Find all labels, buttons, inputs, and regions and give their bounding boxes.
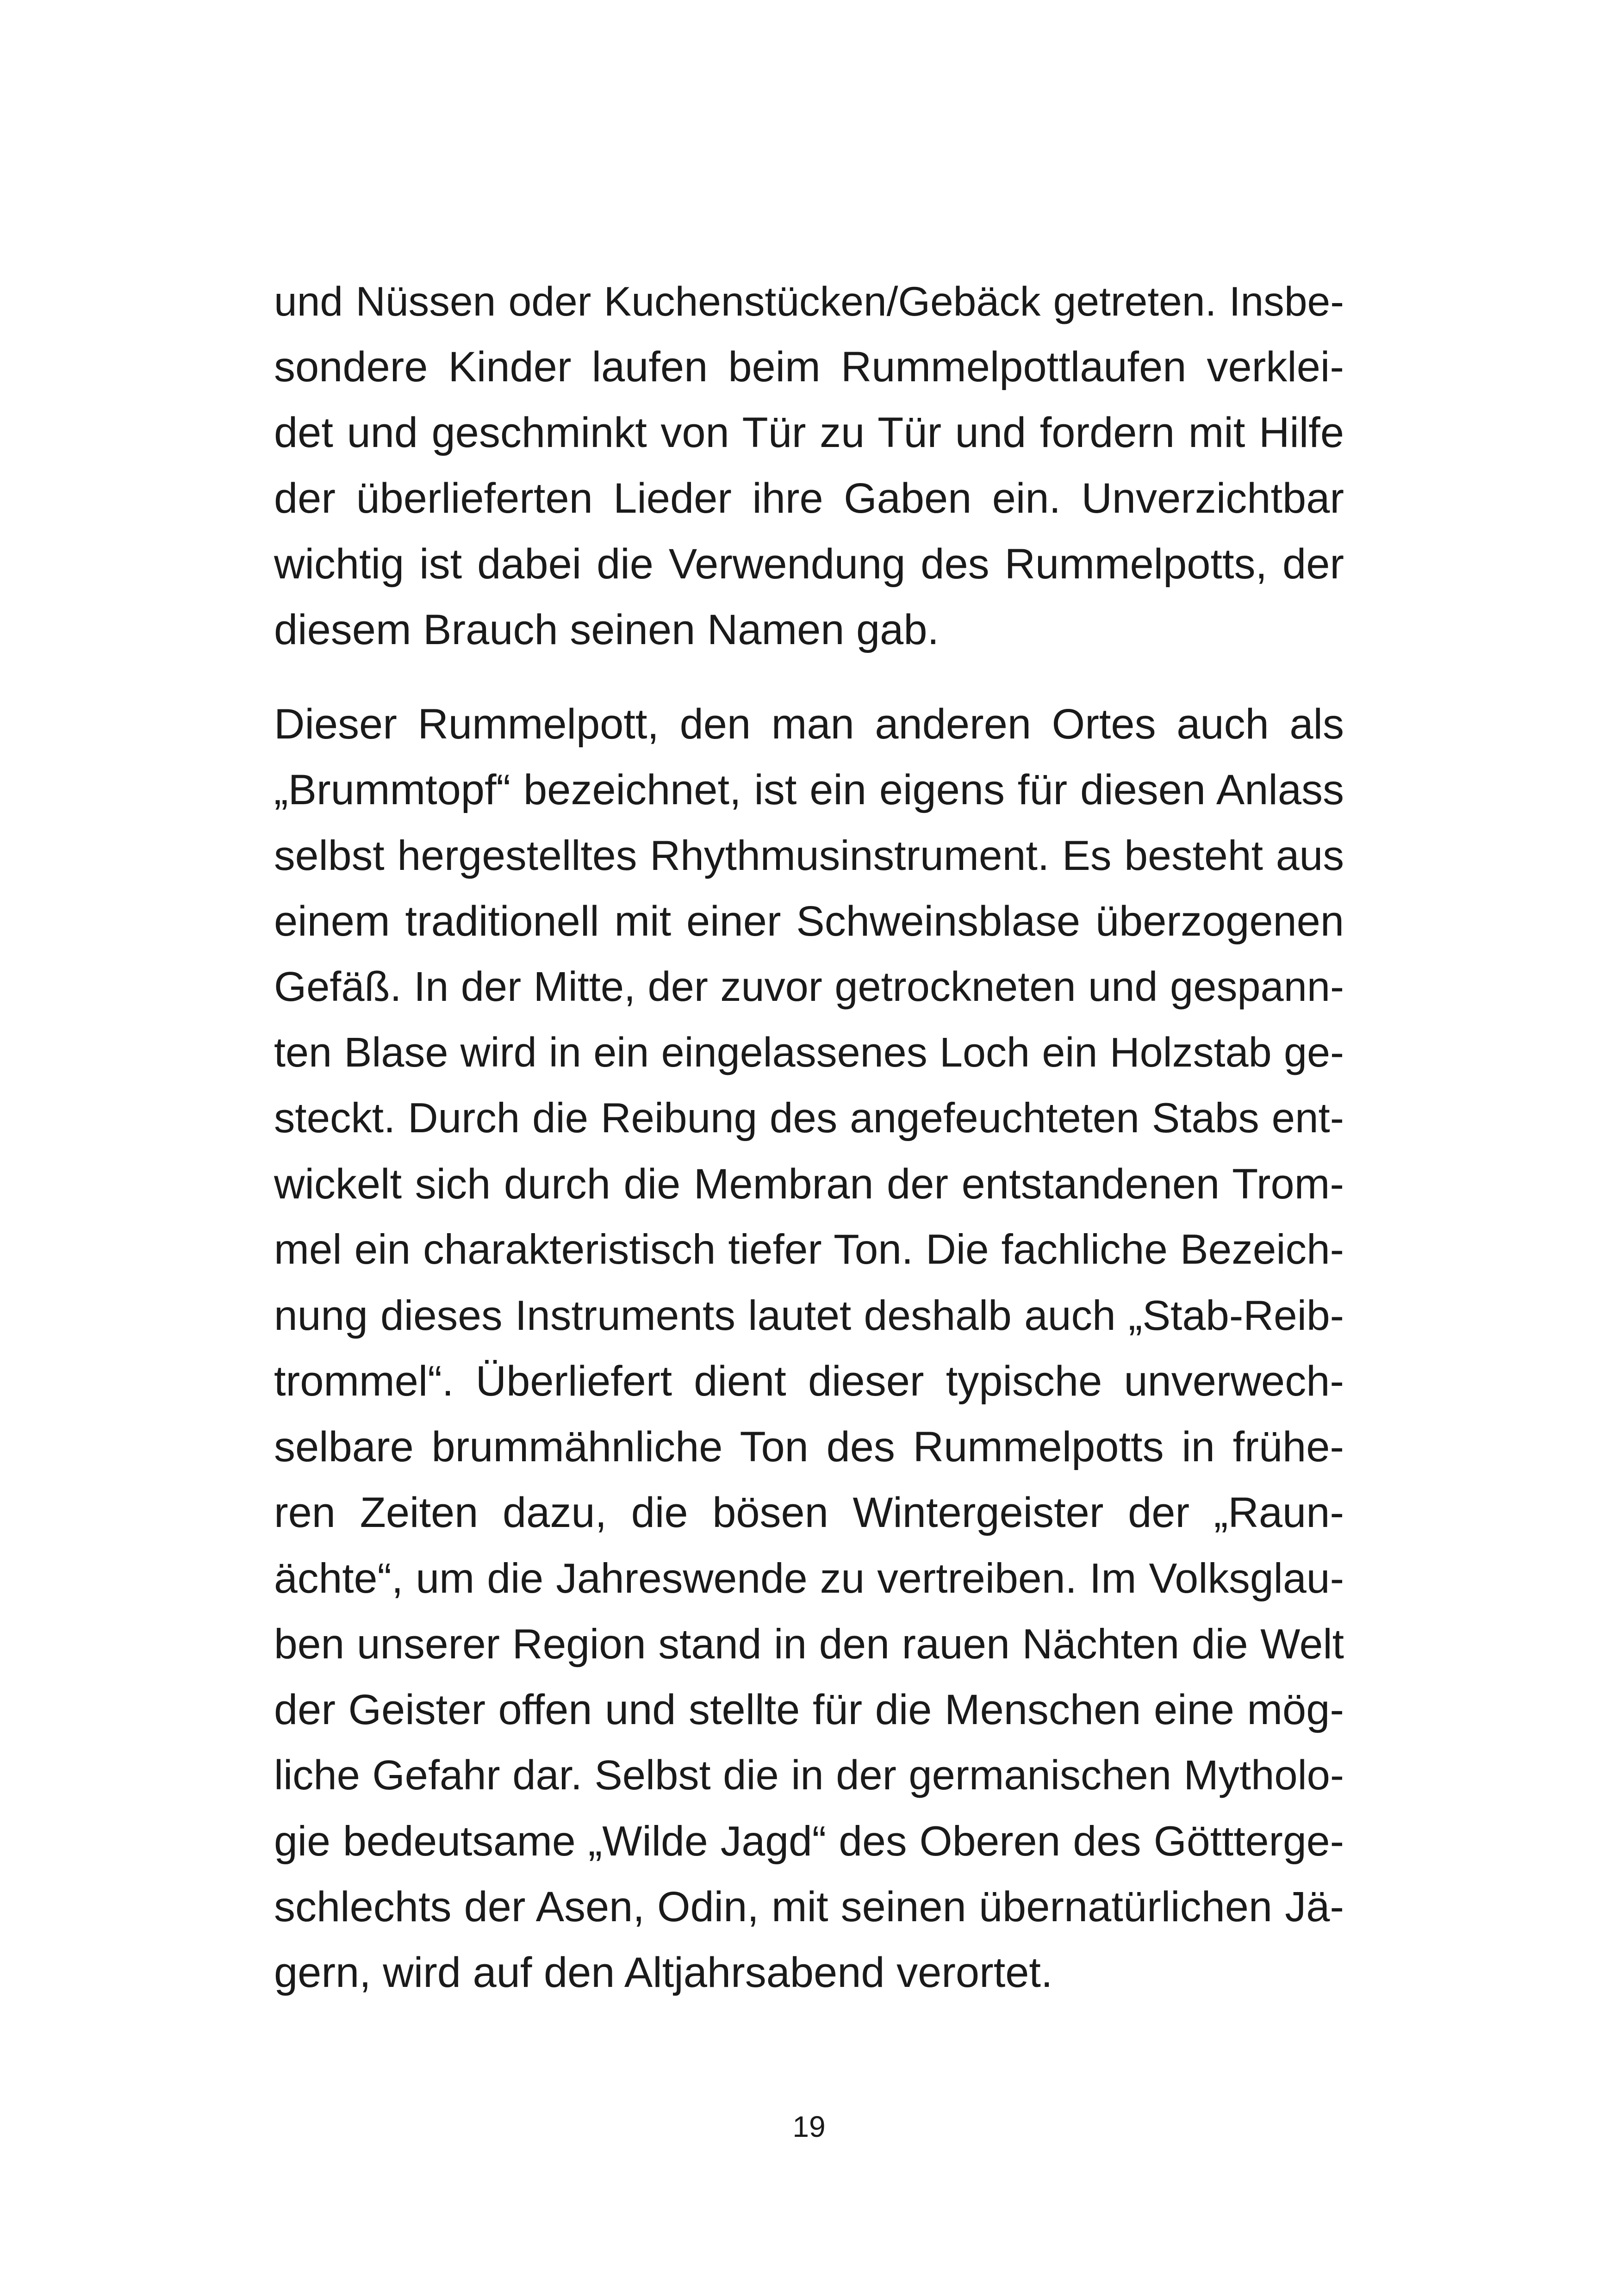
text-line: schlechts der Asen, Odin, mit seinen übernatürlichen Jä- [274, 1883, 1344, 1930]
text-line: der überlieferten Lieder ihre Gaben ein. Unverzichtbar [274, 475, 1344, 522]
text-line: wichtig ist dabei die Verwendung des Rummelpotts, der [274, 540, 1344, 588]
text-line: selbare brummähnliche Ton des Rummelpotts in frühe- [274, 1423, 1344, 1471]
text-line: der Geister offen und stellte für die Menschen eine mög- [274, 1686, 1344, 1733]
text-line: selbst hergestelltes Rhythmusinstrument. Es besteht aus [274, 832, 1344, 879]
text-line: wickelt sich durch die Membran der entstandenen Trom- [274, 1160, 1344, 1208]
text-line: nung dieses Instruments lautet deshalb auch „Stab-Reib- [274, 1292, 1344, 1339]
text-line: ren Zeiten dazu, die bösen Wintergeister der „Raun- [274, 1489, 1344, 1536]
text-line: „Brummtopf“ bezeichnet, ist ein eigens für diesen Anlass [274, 766, 1344, 813]
text-line: ächte“, um die Jahreswende zu vertreiben. Im Volksglau- [274, 1555, 1344, 1602]
text-line: ben unserer Region stand in den rauen Nächten die Welt [274, 1620, 1344, 1668]
text-line: Gefäß. In der Mitte, der zuvor getrockneten und gespann- [274, 963, 1344, 1010]
page-number: 19 [792, 2110, 826, 2143]
text-line: mel ein charakteristisch tiefer Ton. Die fachliche Bezeich- [274, 1226, 1344, 1273]
paragraph [274, 691, 1344, 2005]
text-line: diesem Brauch seinen Namen gab. [274, 606, 940, 653]
text-line: liche Gefahr dar. Selbst die in der germanischen Mytholo- [274, 1752, 1344, 1799]
paragraph-gap [274, 663, 1344, 691]
text-line: det und geschminkt von Tür zu Tür und fordern mit Hilfe [274, 409, 1344, 456]
text-line: gie bedeutsame „Wilde Jagd“ des Oberen des Göttterge- [274, 1818, 1344, 1865]
text-line: einem traditionell mit einer Schweinsblase überzogenen [274, 898, 1344, 945]
body-text [274, 268, 1344, 2005]
text-line: steckt. Durch die Reibung des angefeuchteten Stabs ent- [274, 1095, 1344, 1142]
text-line: ten Blase wird in ein eingelassenes Loch ein Holzstab ge- [274, 1030, 1344, 1076]
text-line: trommel“. Überliefert dient dieser typische unverwech- [274, 1358, 1344, 1405]
text-line: Dieser Rummelpott, den man anderen Ortes auch als [274, 701, 1344, 748]
text-line: und Nüssen oder Kuchenstücken/Gebäck getreten. Insbe- [274, 278, 1344, 324]
paragraph [274, 268, 1344, 663]
text-line: sondere Kinder laufen beim Rummelpottlaufen verklei- [274, 343, 1344, 391]
text-line: gern, wird auf den Altjahrsabend verortet. [274, 1949, 1053, 1996]
